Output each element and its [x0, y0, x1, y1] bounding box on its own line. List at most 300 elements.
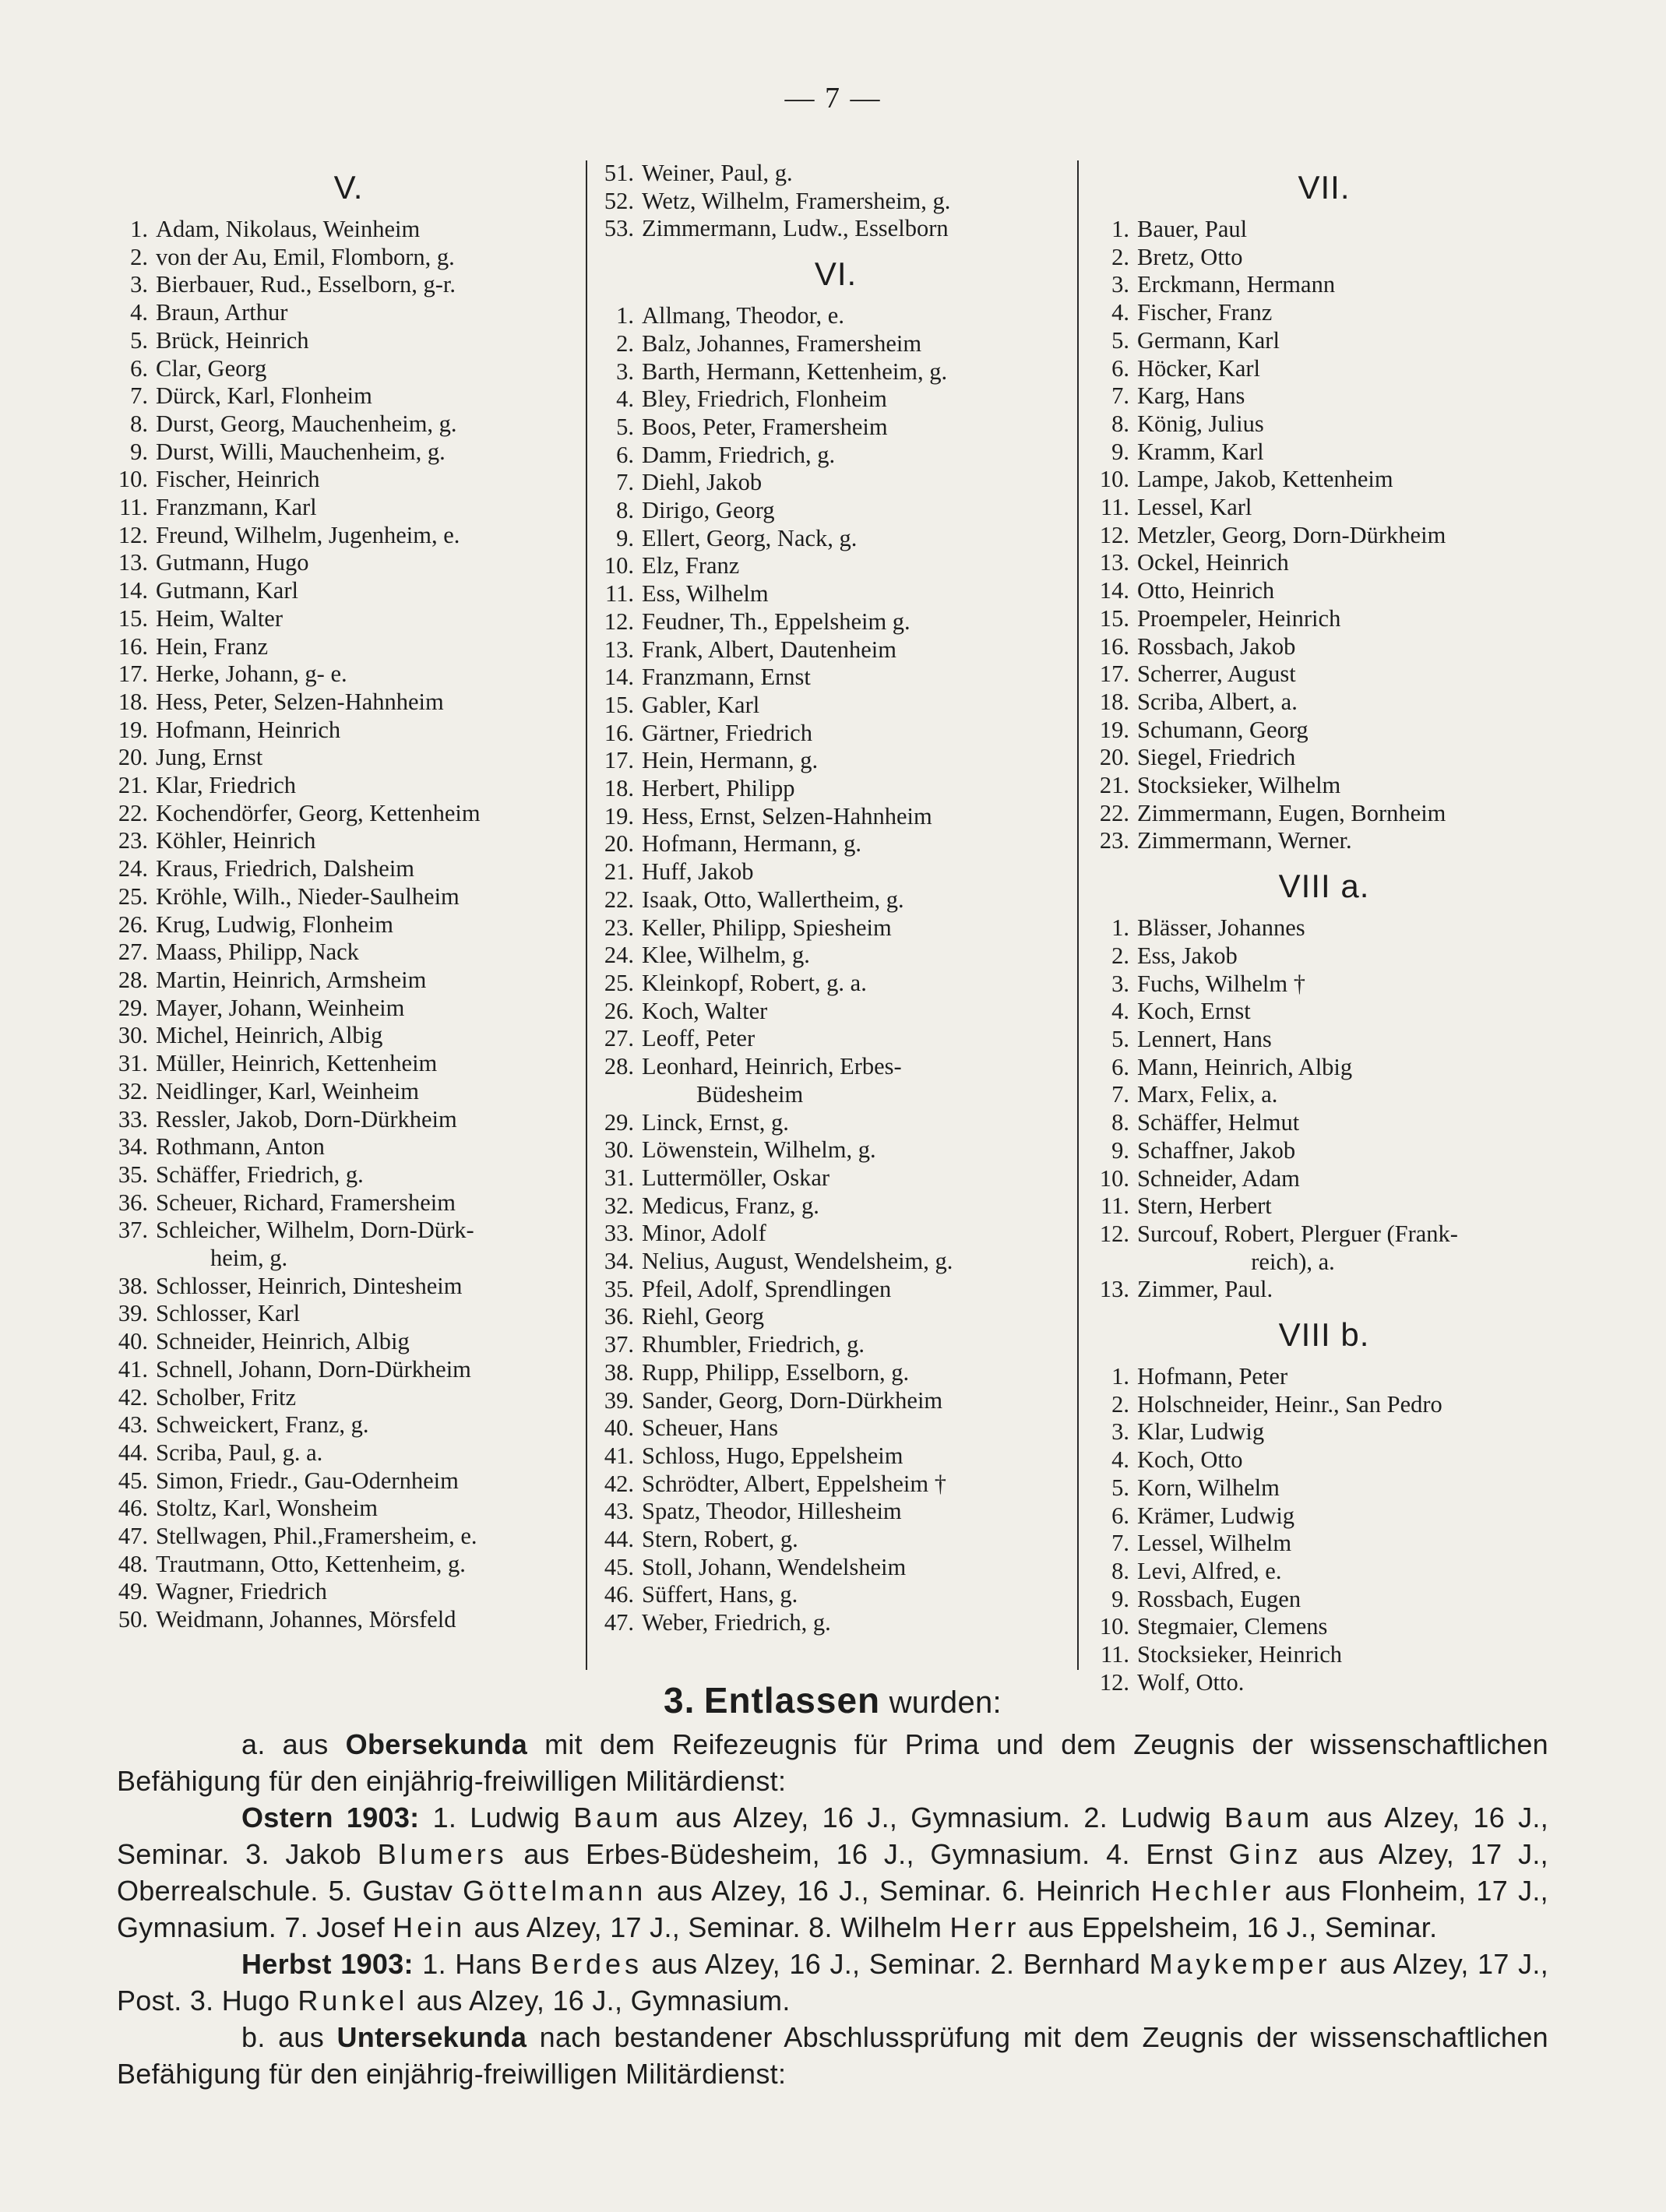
- list-item-name: Schlosser, Heinrich, Dintesheim: [156, 1272, 463, 1299]
- list-item-number: 21.: [604, 858, 634, 886]
- list-item: [117, 1411, 580, 1439]
- list-item-name: Scholber, Fritz: [156, 1383, 297, 1411]
- list-item-name: Hein, Hermann, g.: [642, 747, 819, 774]
- list-item: [595, 664, 1076, 692]
- class-heading: VII.: [1298, 169, 1351, 206]
- list-item-name: Keller, Philipp, Spiesheim: [642, 914, 892, 941]
- list-item-name: Durst, Georg, Mauchenheim, g.: [156, 410, 457, 437]
- list-item-name: Bauer, Paul: [1137, 216, 1248, 242]
- list-item-name: Scriba, Albert, a.: [1137, 688, 1298, 715]
- list-item-name: Krämer, Ludwig: [1137, 1502, 1295, 1529]
- list-item-number: 35.: [118, 1161, 148, 1188]
- list-item-number: 23.: [604, 914, 634, 941]
- list-item-name: Feudner, Th., Eppelsheim g.: [642, 608, 910, 635]
- list-item-number: 28.: [604, 1053, 634, 1080]
- list-item: [1090, 466, 1558, 494]
- list-item-number: 10.: [1099, 466, 1129, 493]
- list-item: [595, 1276, 1076, 1304]
- list-item: [117, 1551, 580, 1579]
- list-item: [117, 1189, 580, 1217]
- list-item: [1090, 660, 1558, 689]
- list-item-name: Levi, Alfred, e.: [1137, 1557, 1282, 1584]
- list-item-number: 14.: [604, 664, 634, 691]
- list-item: [1090, 410, 1558, 439]
- list-item-number: 3.: [1111, 1418, 1129, 1446]
- list-item-number: 40.: [118, 1328, 148, 1355]
- list-item: [1090, 772, 1558, 800]
- list-item: [1090, 800, 1558, 828]
- list-item-number: 8.: [1111, 1557, 1129, 1584]
- list-item-number: 5.: [1111, 1474, 1129, 1501]
- list-item: [117, 633, 580, 661]
- list-item-name: Rupp, Philipp, Esselborn, g.: [642, 1358, 910, 1386]
- list-item: [595, 692, 1076, 720]
- list-item-number: 12.: [1099, 521, 1129, 548]
- list-item-number: 33.: [118, 1105, 148, 1132]
- student-name: Herr: [949, 1911, 1020, 1943]
- list-item-number: 39.: [604, 1386, 634, 1414]
- list-item-number: 6.: [1111, 354, 1129, 382]
- list-item: [1090, 1502, 1558, 1530]
- list-item-number: 17.: [604, 747, 634, 774]
- list-item-number: 37.: [604, 1331, 634, 1358]
- list-item-number: 1.: [1111, 914, 1129, 942]
- list-item: [1090, 717, 1558, 745]
- list-item-number: 23.: [1099, 827, 1129, 854]
- student-name: Ginz: [1228, 1838, 1302, 1870]
- list-item-name: Stoltz, Karl, Wonsheim: [156, 1495, 379, 1522]
- list-item-number: 38.: [118, 1272, 148, 1299]
- list-item-name: Rossbach, Jakob: [1137, 632, 1296, 660]
- list-item: [595, 914, 1076, 942]
- list-item-number: 50.: [118, 1606, 148, 1633]
- list-item-number: 40.: [604, 1414, 634, 1442]
- list-item: [117, 466, 580, 494]
- list-item-number: 25.: [118, 882, 148, 910]
- list-item-number: 16.: [1099, 632, 1129, 660]
- list-item: [595, 775, 1076, 803]
- list-item-number: 34.: [118, 1133, 148, 1161]
- list-item: [117, 244, 580, 272]
- list-item-number: 47.: [604, 1609, 634, 1636]
- list-item: [1090, 355, 1558, 383]
- list-item-number: 3.: [616, 358, 634, 385]
- list-item-number: 51.: [604, 160, 634, 186]
- list-item-number: 43.: [604, 1498, 634, 1525]
- list-item-number: 2.: [1111, 1390, 1129, 1418]
- list-item-number: 17.: [1099, 660, 1129, 688]
- list-item-number: 17.: [118, 660, 148, 688]
- list-item-number: 41.: [118, 1355, 148, 1382]
- list-item-name: Stern, Robert, g.: [642, 1526, 798, 1553]
- list-item-name: Maass, Philipp, Nack: [156, 939, 359, 966]
- list-item-name: Herke, Johann, g- e.: [156, 660, 347, 688]
- list-item-name: Gabler, Karl: [642, 691, 760, 718]
- list-item: [1090, 244, 1558, 272]
- list-item-number: 42.: [118, 1383, 148, 1411]
- list-item: [117, 549, 580, 577]
- list-item: [117, 800, 580, 828]
- list-item: [117, 382, 580, 410]
- list-item-name: Schäffer, Helmut: [1137, 1109, 1300, 1136]
- paragraph-text: aus Alzey, 17 J., Oberrealschule. 5. Gustav: [117, 1838, 1548, 1907]
- list-item: [1090, 494, 1558, 522]
- list-item: [595, 215, 1076, 243]
- list-item-name: Hess, Peter, Selzen-Hahnheim: [156, 688, 444, 715]
- list-item-number: 22.: [604, 886, 634, 913]
- list-item: [595, 188, 1076, 216]
- list-item: [117, 995, 580, 1023]
- list-item-number: 6.: [1111, 1502, 1129, 1529]
- list-item: [1090, 998, 1558, 1026]
- list-item-name: Bierbauer, Rud., Esselborn, g-r.: [156, 271, 456, 298]
- list-item-name: Fuchs, Wilhelm †: [1137, 970, 1305, 997]
- list-item-name: Müller, Heinrich, Kettenheim: [156, 1050, 438, 1077]
- list-item-name: Ockel, Heinrich: [1137, 549, 1289, 576]
- list-item-number: 49.: [118, 1578, 148, 1605]
- list-item: [1090, 1026, 1558, 1054]
- list-item-number: 15.: [1099, 604, 1129, 632]
- list-item: [117, 827, 580, 855]
- list-item-number: 1.: [1111, 1363, 1129, 1390]
- list-item: [595, 1025, 1076, 1053]
- list-item-number: 20.: [604, 830, 634, 858]
- list-item: [595, 1053, 1076, 1081]
- list-item: [595, 414, 1076, 442]
- list-item-number: 11.: [605, 580, 634, 608]
- list-item: [1090, 1276, 1558, 1304]
- list-item-number: 21.: [1099, 772, 1129, 799]
- list-item-name: Isaak, Otto, Wallertheim, g.: [642, 886, 904, 913]
- list-item-name: Diehl, Jakob: [642, 469, 763, 496]
- list-item-name: Schäffer, Friedrich, g.: [156, 1161, 364, 1188]
- list-item-number: 44.: [118, 1439, 148, 1466]
- list-item-name: Schaffner, Jakob: [1137, 1136, 1296, 1164]
- herbst-paragraph: Herbst 1903: 1. Hans Berdes aus Alzey, 16 J., Seminar. 2. Bernhard Maykemper aus Alzey, 17 J., Post. 3. Hugo Runkel aus Alzey, 16 J., Gymnasium.: [117, 1948, 1548, 2017]
- list-item: [595, 1387, 1076, 1415]
- list-item: [117, 855, 580, 883]
- list-item-number: 18.: [604, 775, 634, 802]
- list-item-name: heim, g.: [210, 1245, 288, 1272]
- list-item: [1090, 1137, 1558, 1165]
- list-item-name: Franzmann, Ernst: [642, 664, 811, 691]
- list-item-number: 12.: [118, 521, 148, 548]
- list-item: [1090, 1165, 1558, 1193]
- list-item: [117, 1300, 580, 1328]
- list-item-number: 4.: [1111, 998, 1129, 1025]
- list-item: [595, 330, 1076, 358]
- list-item: [1090, 439, 1558, 467]
- list-item-number: 36.: [604, 1303, 634, 1330]
- list-item-number: 46.: [604, 1581, 634, 1608]
- list-item: [595, 1581, 1076, 1609]
- list-item: [1090, 299, 1558, 327]
- list-item-number: 9.: [1111, 438, 1129, 465]
- list-item-number: 19.: [1099, 716, 1129, 743]
- list-item: [1090, 942, 1558, 970]
- list-item: [117, 1022, 580, 1050]
- list-item-number: 32.: [118, 1077, 148, 1104]
- list-item: [595, 386, 1076, 414]
- list-item-number: 33.: [604, 1220, 634, 1247]
- list-item-name: Ressler, Jakob, Dorn-Dürkheim: [156, 1105, 457, 1132]
- list-item-number: 22.: [1099, 799, 1129, 826]
- list-item: [595, 358, 1076, 386]
- list-item-name: Gutmann, Karl: [156, 577, 298, 604]
- list-item: [595, 302, 1076, 330]
- list-item-name: Riehl, Georg: [642, 1303, 764, 1330]
- list-item: [595, 1498, 1076, 1526]
- list-item-name: Spatz, Theodor, Hillesheim: [642, 1498, 902, 1525]
- list-item: [1090, 327, 1558, 355]
- class-heading: VIII b.: [1278, 1316, 1370, 1354]
- list-item: [595, 1526, 1076, 1554]
- list-item: [595, 720, 1076, 748]
- list-item-name: Stoll, Johann, Wendelsheim: [642, 1553, 907, 1580]
- list-item-number: 11.: [1101, 1641, 1129, 1668]
- paragraph-text: aus Alzey, 17 J., Seminar. 8. Wilhelm: [474, 1911, 942, 1943]
- list-item-name: Neidlinger, Karl, Weinheim: [156, 1077, 419, 1104]
- list-item-number: 38.: [604, 1358, 634, 1386]
- list-item: [117, 1439, 580, 1467]
- list-item-number: 4.: [616, 386, 634, 413]
- list-item: [595, 1303, 1076, 1331]
- list-item: [1090, 271, 1558, 299]
- list-item-name: Allmang, Theodor, e.: [642, 302, 844, 329]
- paragraph-text: aus Alzey, 16 J., Seminar. 3. Jakob: [117, 1802, 1549, 1870]
- paragraph-text: aus Flonheim, 17 J., Gymnasium. 7. Josef: [117, 1875, 1548, 1943]
- list-item: [595, 442, 1076, 470]
- list-item: [1090, 1641, 1558, 1669]
- list-item-number: 20.: [1099, 744, 1129, 771]
- list-item-number: 6.: [616, 441, 634, 468]
- list-item-number: 13.: [118, 549, 148, 576]
- list-item-name: Weidmann, Johannes, Mörsfeld: [156, 1606, 456, 1633]
- list-item: [1090, 605, 1558, 633]
- list-item-name: Sander, Georg, Dorn-Dürkheim: [642, 1386, 943, 1414]
- list-item: [117, 1356, 580, 1384]
- list-item-number: 4.: [1111, 299, 1129, 326]
- list-item-number: 8.: [616, 497, 634, 524]
- list-item-number: 26.: [604, 997, 634, 1024]
- list-item: [117, 939, 580, 967]
- list-item-number: 16.: [118, 632, 148, 660]
- list-item-number: 5.: [616, 413, 634, 440]
- list-item: [595, 636, 1076, 664]
- list-item-name: Klar, Ludwig: [1137, 1418, 1265, 1446]
- column-divider: [1077, 160, 1079, 1670]
- list-item: [1090, 689, 1558, 717]
- list-item: [117, 1523, 580, 1551]
- student-name: Hechler: [1150, 1875, 1275, 1907]
- list-item-number: 11.: [1101, 1192, 1129, 1220]
- list-item: [117, 1606, 580, 1634]
- list-item: [117, 439, 580, 467]
- obersekunda-paragraph: a. aus Obersekunda mit dem Reifezeugnis für Prima und dem Zeugnis der wissenschaftlichen Befähigung für den einjährig-freiwilligen Militärdienst:: [117, 1728, 1548, 1797]
- list-item-number: 9.: [130, 438, 148, 465]
- list-item-number: 36.: [118, 1189, 148, 1216]
- list-item: [117, 1384, 580, 1412]
- list-item: [117, 522, 580, 550]
- list-item-name: Schnell, Johann, Dorn-Dürkheim: [156, 1355, 471, 1382]
- list-item-number: 3.: [1111, 970, 1129, 997]
- list-item-name: Schrödter, Albert, Eppelsheim †: [642, 1470, 946, 1497]
- list-item: [595, 1442, 1076, 1471]
- list-item-number: 31.: [604, 1164, 634, 1191]
- list-item-name: Gärtner, Friedrich: [642, 719, 812, 746]
- list-item: [595, 747, 1076, 775]
- list-item-name: Mayer, Johann, Weinheim: [156, 994, 405, 1021]
- list-item: [117, 216, 580, 244]
- list-item-name: Michel, Heinrich, Albig: [156, 1022, 383, 1049]
- list-item-number: 41.: [604, 1442, 634, 1469]
- list-item-name: Kleinkopf, Robert, g. a.: [642, 969, 867, 996]
- list-item-number: 45.: [604, 1553, 634, 1580]
- list-item-number: 37.: [118, 1217, 148, 1244]
- list-item: [595, 552, 1076, 580]
- list-item-name: Fischer, Franz: [1137, 299, 1273, 326]
- list-item-number: 11.: [119, 494, 148, 521]
- list-item-name: Stern, Herbert: [1137, 1192, 1272, 1220]
- list-item: [117, 1078, 580, 1106]
- list-item: [117, 1578, 580, 1606]
- list-item-name: Lennert, Hans: [1137, 1025, 1272, 1052]
- list-item: [117, 410, 580, 439]
- list-item-name: Brück, Heinrich: [156, 326, 309, 354]
- list-item: [117, 717, 580, 745]
- list-item-name: Hofmann, Heinrich: [156, 716, 341, 743]
- list-item-name: Adam, Nikolaus, Weinheim: [156, 216, 421, 242]
- list-item-number: [117, 1245, 156, 1273]
- list-item: [1090, 1220, 1558, 1249]
- list-item-name: König, Julius: [1137, 410, 1264, 437]
- list-item-number: 6.: [1111, 1053, 1129, 1080]
- list-item: [1090, 216, 1558, 244]
- list-item-name: Gutmann, Hugo: [156, 549, 309, 576]
- list-item-number: 16.: [604, 719, 634, 746]
- paragraph-text: aus Alzey, 16 J., Seminar. 6. Heinrich: [657, 1875, 1141, 1907]
- list-item: [595, 998, 1076, 1026]
- list-item: [1090, 1474, 1558, 1502]
- list-item-name: Scheuer, Richard, Framersheim: [156, 1189, 456, 1216]
- list-item: [1090, 970, 1558, 999]
- list-item: [117, 1106, 580, 1134]
- list-item-number: 11.: [1101, 494, 1129, 521]
- list-item: [595, 803, 1076, 831]
- list-item-number: 5.: [130, 326, 148, 354]
- column-1: [117, 160, 580, 1634]
- list-item: [1090, 1391, 1558, 1419]
- list-item-number: 52.: [604, 187, 634, 214]
- paragraph-text: aus Erbes-Büdesheim, 16 J., Gymnasium. 4. Ernst: [523, 1838, 1213, 1870]
- list-item-name: Höcker, Karl: [1137, 354, 1260, 382]
- list-item-name: Durst, Willi, Mauchenheim, g.: [156, 438, 446, 465]
- list-item: [595, 1414, 1076, 1442]
- list-item-number: 13.: [604, 636, 634, 663]
- list-item-name: Linck, Ernst, g.: [642, 1108, 789, 1136]
- list-item-name: Schweickert, Franz, g.: [156, 1411, 369, 1439]
- list-item: [117, 883, 580, 911]
- list-item-name: Nelius, August, Wendelsheim, g.: [642, 1248, 953, 1275]
- list-item-number: 30.: [118, 1022, 148, 1049]
- list-item-name: Elz, Franz: [642, 552, 740, 579]
- list-item: [1090, 1054, 1558, 1082]
- list-item-name: Weiner, Paul, g.: [642, 160, 793, 186]
- list-item: [595, 1136, 1076, 1164]
- list-item-name: Jung, Ernst: [156, 744, 263, 771]
- list-item-number: 6.: [130, 354, 148, 382]
- list-item: [595, 1554, 1076, 1582]
- list-item: [117, 299, 580, 327]
- list-item-name: Mann, Heinrich, Albig: [1137, 1053, 1353, 1080]
- student-name: Maykemper: [1149, 1948, 1331, 1980]
- list-item-name: Scherrer, August: [1137, 660, 1296, 688]
- list-item: [1090, 633, 1558, 661]
- list-item: [1090, 382, 1558, 410]
- list-item-number: [595, 1081, 642, 1109]
- list-item-name: Scriba, Paul, g. a.: [156, 1439, 323, 1466]
- list-item-name: Fischer, Heinrich: [156, 466, 320, 493]
- list-item-number: 45.: [118, 1467, 148, 1494]
- list-item: [117, 1495, 580, 1523]
- list-item-number: 53.: [604, 215, 634, 242]
- list-item-name: Stellwagen, Phil.,Framersheim, e.: [156, 1523, 477, 1550]
- list-item: [595, 1331, 1076, 1359]
- list-item-name: Barth, Hermann, Kettenheim, g.: [642, 358, 948, 385]
- list-item: [595, 886, 1076, 914]
- list-item-name: Leonhard, Heinrich, Erbes-: [642, 1053, 902, 1080]
- student-name: Blumers: [377, 1838, 508, 1870]
- list-item: [117, 1467, 580, 1495]
- list-item: [595, 942, 1076, 970]
- list-item: [595, 1164, 1076, 1192]
- list-item-number: 44.: [604, 1526, 634, 1553]
- list-item-name: Zimmermann, Eugen, Bornheim: [1137, 799, 1446, 826]
- list-item-name: Kröhle, Wilh., Nieder-Saulheim: [156, 882, 460, 910]
- list-item-name: Schneider, Heinrich, Albig: [156, 1328, 410, 1355]
- list-item-number: 2.: [616, 329, 634, 357]
- list-item-name: Herbert, Philipp: [642, 775, 795, 802]
- list-item-number: 7.: [130, 382, 148, 410]
- list-item: [595, 830, 1076, 858]
- list-item-number: 27.: [118, 939, 148, 966]
- list-item: [1090, 1192, 1558, 1220]
- list-item-name: Clar, Georg: [156, 354, 267, 382]
- student-name: Göttelmann: [463, 1875, 647, 1907]
- list-item-name: Dirigo, Georg: [642, 497, 775, 524]
- list-item-number: 7.: [1111, 1530, 1129, 1557]
- list-item-number: 1.: [1111, 216, 1129, 242]
- list-item-name: Koch, Ernst: [1137, 998, 1251, 1025]
- list-item-number: 14.: [118, 577, 148, 604]
- list-item-number: 2.: [1111, 243, 1129, 270]
- list-item-name: Simon, Friedr., Gau-Odernheim: [156, 1467, 459, 1494]
- list-item-name: Marx, Felix, a.: [1137, 1081, 1278, 1108]
- list-item: [117, 1050, 580, 1078]
- list-item: [595, 608, 1076, 636]
- paragraph-text: aus Alzey, 16 J., Gymnasium.: [416, 1985, 791, 2017]
- list-item: [1090, 1418, 1558, 1446]
- student-name: Baum: [1224, 1802, 1314, 1833]
- list-item-name: Braun, Arthur: [156, 299, 288, 326]
- list-item: [117, 772, 580, 800]
- list-item-number: 1.: [130, 216, 148, 242]
- list-item-name: Süffert, Hans, g.: [642, 1581, 798, 1608]
- list-item-name: reich), a.: [1192, 1248, 1335, 1275]
- list-item-number: 32.: [604, 1192, 634, 1219]
- list-item-name: Krug, Ludwig, Flonheim: [156, 911, 393, 938]
- list-item-name: Zimmermann, Ludw., Esselborn: [642, 215, 949, 242]
